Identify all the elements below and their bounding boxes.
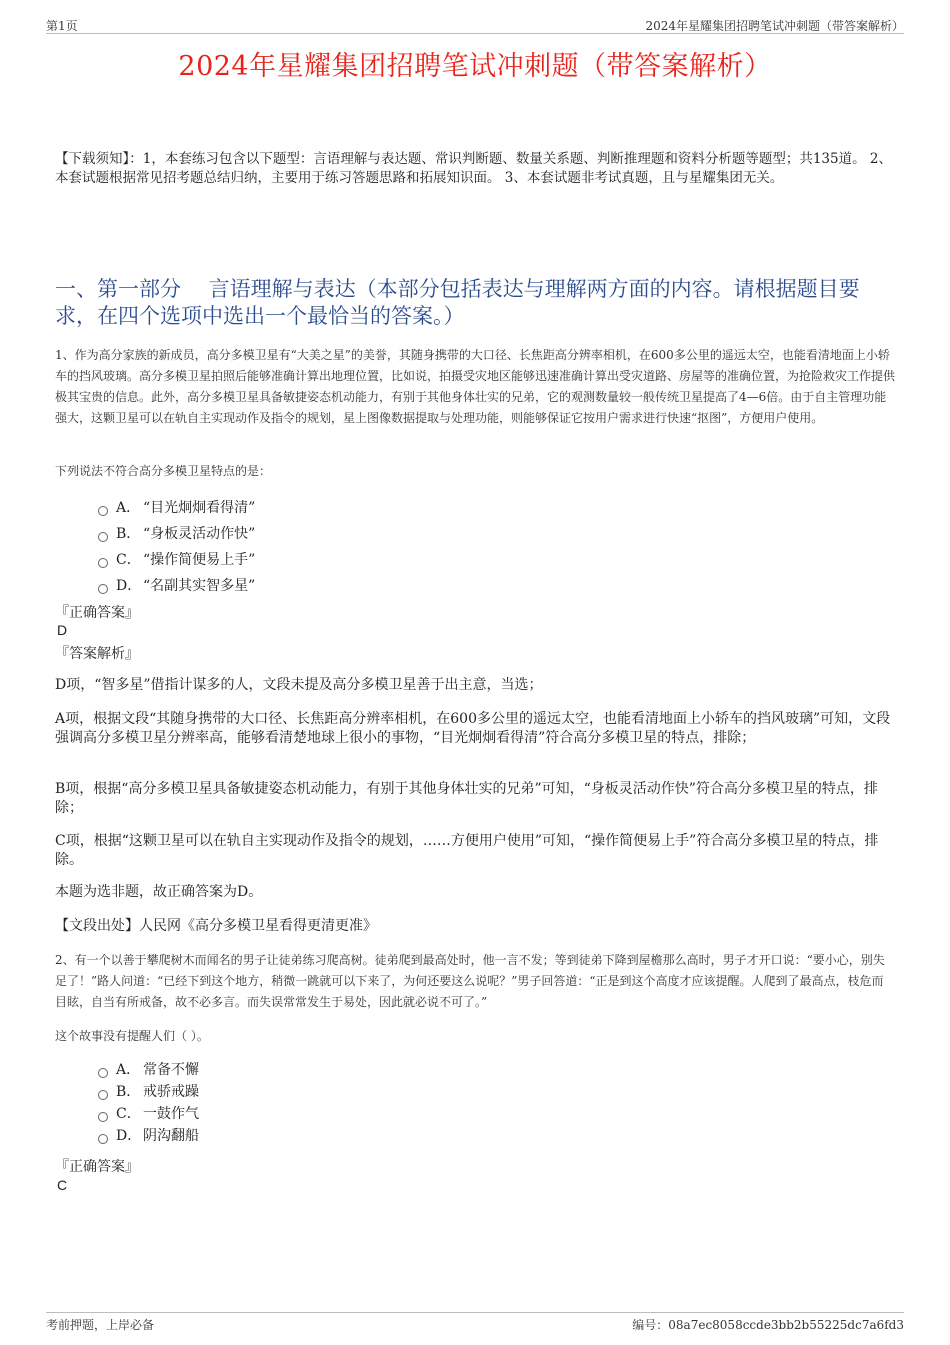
option-d[interactable]: D． “名副其实智多星”	[98, 572, 255, 598]
footer-slogan: 考前押题，上岸必备	[46, 1318, 155, 1332]
radio-icon[interactable]	[98, 1112, 108, 1122]
radio-icon[interactable]	[98, 532, 108, 542]
section-heading: 一、第一部分 言语理解与表达（本部分包括表达与理解两方面的内容。请根据题目要求，在四个选项中选出一个最恰当的答案。）	[55, 277, 860, 328]
correct-answer-label: 『正确答案』	[55, 605, 139, 621]
question-2-stem: 2、有一个以善于攀爬树木而闻名的男子让徒弟练习爬高树。徒弟爬到最高处时，他一言不发；等到徒弟下降到屋檐那么高时，男子才开口说：“要小心，别失足了！”路人问道：“已经下到这个地方，稍微一跳就可以下来了，为何还要这么说呢？”男子回答道：“正是到这个高度才应该提醒。人爬到了最高点，枝危而目眩，自当有所戒备，故不必多言。而失误常常发生于易处，因此就必说不可了。”	[55, 953, 885, 1009]
question-1-options	[98, 494, 255, 598]
option-a[interactable]: A． “目光炯炯看得清”	[98, 494, 255, 520]
radio-icon[interactable]	[98, 1068, 108, 1078]
download-notice: 【下载须知】：1，本套练习包含以下题型：言语理解与表达题、常识判断题、数量关系题、判断推理题和资料分析题等题型；共135道。 2、本套试题根据常见招考题总结归纳，主要用于练习答题思路和拓展知识面。 3、本套试题非考试真题，且与星耀集团无关。	[55, 151, 892, 186]
header-doc-title: 2024年星耀集团招聘笔试冲刺题（带答案解析）	[645, 19, 904, 33]
correct-answer-label: 『正确答案』	[55, 1159, 139, 1175]
radio-icon[interactable]	[98, 1090, 108, 1100]
question-1-prompt: 下列说法不符合高分多模卫星特点的是：	[55, 464, 272, 478]
option-b[interactable]: B． “身板灵活动作快”	[98, 520, 255, 546]
analysis-b: B项，根据“高分多模卫星具备敏捷姿态机动能力，有别于其他身体壮实的兄弟”可知，“身板灵活动作快”符合高分多模卫星的特点，排除；	[55, 781, 878, 816]
correct-answer: C	[57, 1177, 68, 1193]
document-title: 2024年星耀集团招聘笔试冲刺题（带答案解析）	[178, 51, 772, 82]
option-c[interactable]: C． “操作简便易上手”	[98, 546, 255, 572]
analysis-c: C项，根据“这颗卫星可以在轨自主实现动作及指令的规划，……方便用户使用”可知，“操作简便易上手”符合高分多模卫星的特点，排除。	[55, 833, 879, 868]
analysis-label: 『答案解析』	[55, 646, 139, 662]
page-header	[46, 15, 904, 34]
option-b[interactable]: B． 戒骄戒躁	[98, 1080, 199, 1102]
document-code: 编号：08a7ec8058ccde3bb2b55225dc7a6fd3	[632, 1318, 904, 1332]
radio-icon[interactable]	[98, 506, 108, 516]
radio-icon[interactable]	[98, 584, 108, 594]
analysis-a: A项，根据文段“其随身携带的大口径、长焦距高分辨率相机，在600多公里的遥远太空，也能看清地面上小轿车的挡风玻璃”可知，文段强调高分多模卫星分辨率高，能够看清楚地球上很小的事物，“目光炯炯看得清”符合高分多模卫星的特点，排除；	[55, 711, 891, 746]
analysis-d: D项，“智多星”借指计谋多的人，文段未提及高分多模卫星善于出主意，当选；	[55, 677, 543, 693]
option-c[interactable]: C． 一鼓作气	[98, 1102, 199, 1124]
analysis-source: 【文段出处】人民网《高分多模卫星看得更清更准》	[55, 918, 377, 934]
option-d[interactable]: D． 阴沟翻船	[98, 1124, 199, 1146]
radio-icon[interactable]	[98, 1134, 108, 1144]
correct-answer: D	[57, 622, 68, 638]
analysis-conclusion: 本题为选非题，故正确答案为D。	[55, 884, 263, 900]
page-footer	[46, 1312, 904, 1333]
radio-icon[interactable]	[98, 558, 108, 568]
question-2-prompt: 这个故事没有提醒人们（ ）。	[55, 1029, 209, 1043]
option-a[interactable]: A． 常备不懈	[98, 1058, 199, 1080]
question-2-options	[98, 1058, 199, 1146]
page-number: 第1页	[46, 19, 78, 33]
question-1-stem: 1、作为高分家族的新成员，高分多模卫星有“大美之星”的美誉，其随身携带的大口径、长焦距高分辨率相机，在600多公里的遥远太空，也能看清地面上小轿车的挡风玻璃。高分多模卫星拍照后能够准确计算出地理位置，比如说，拍摄受灾地区能够迅速准确计算出受灾道路、房屋等的准确位置，为抢险救灾工作提供极其宝贵的信息。此外，高分多模卫星具备敏捷姿态机动能力，有别于其他身体壮实的兄弟，它的观测数量较一般传统卫星提高了4—6倍。由于自主管理功能强大，这颗卫星可以在轨自主实现动作及指令的规划，星上图像数据提取与处理功能，则能够保证它按用户需求进行快速“抠图”，方便用户使用。	[55, 348, 896, 425]
